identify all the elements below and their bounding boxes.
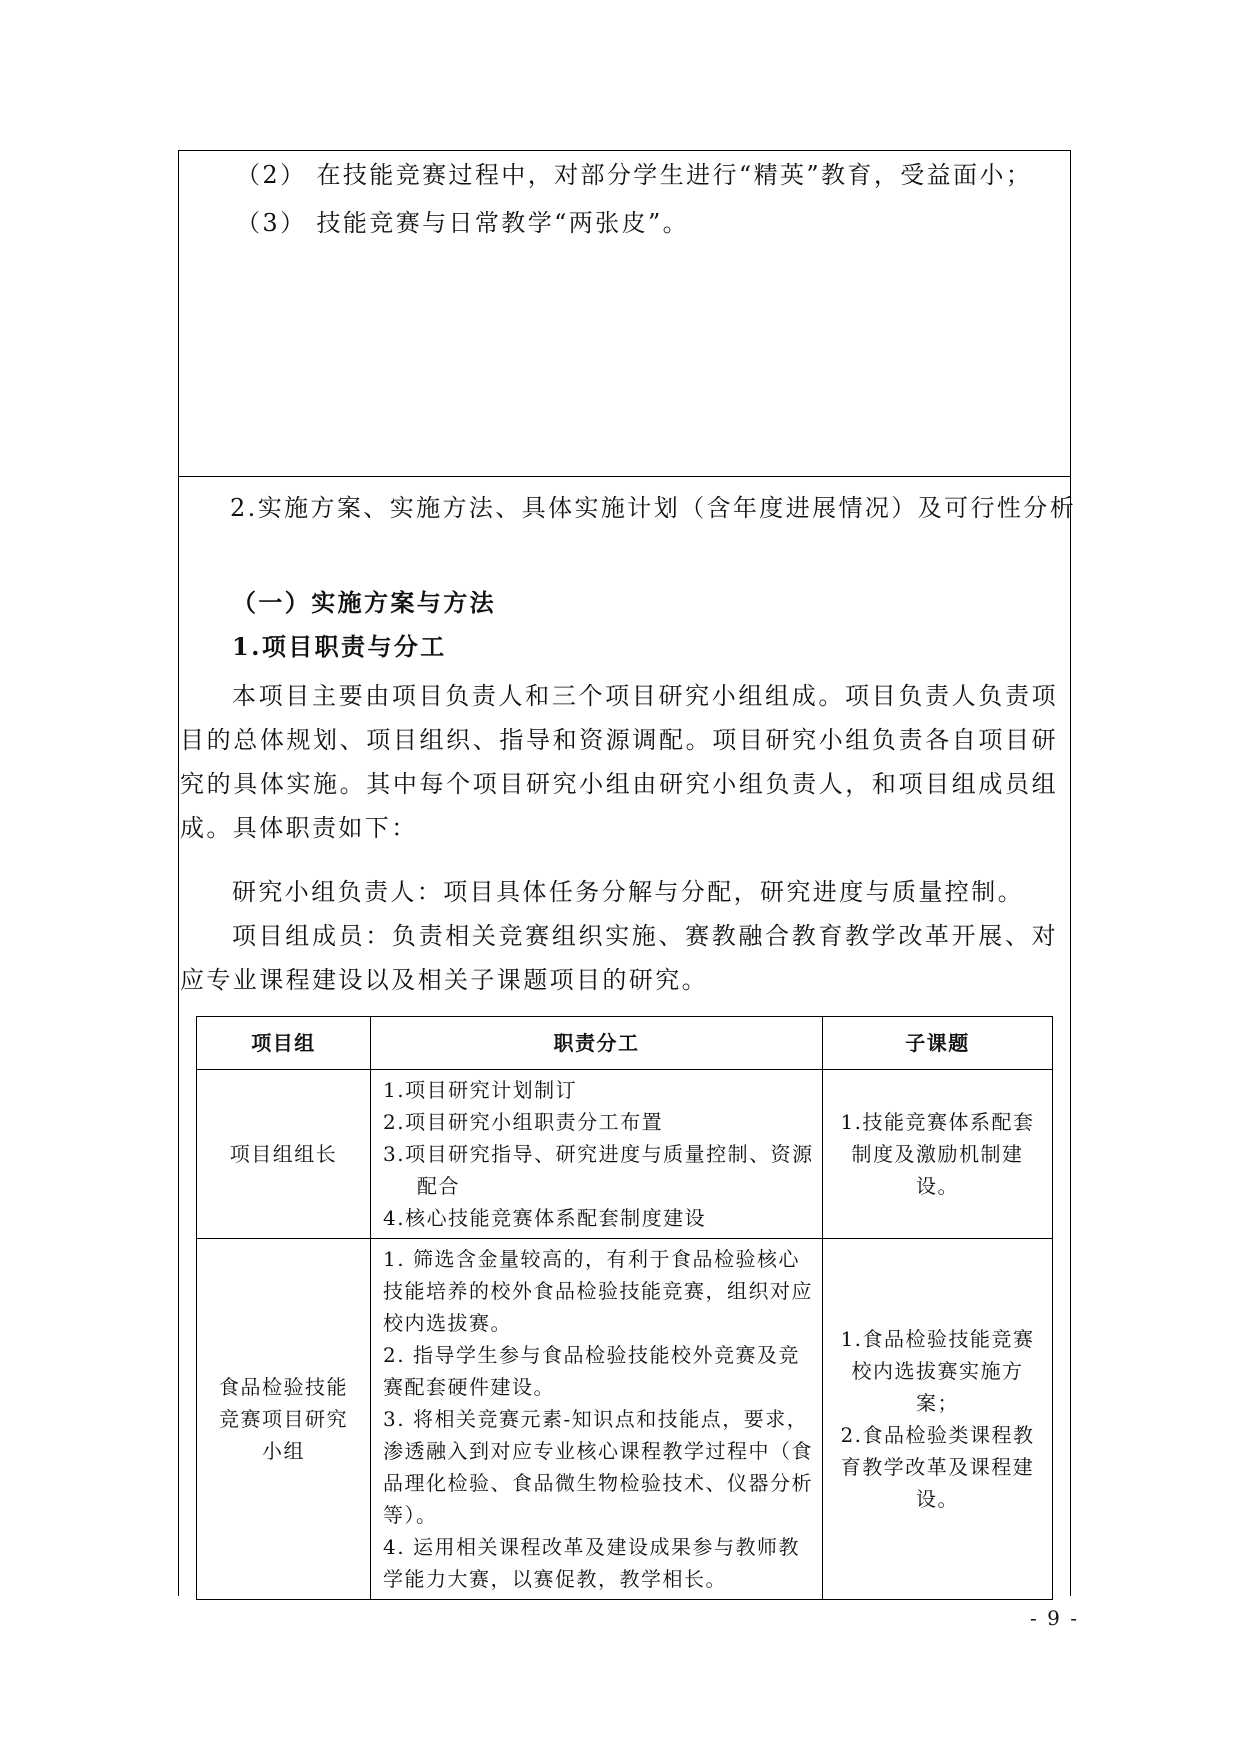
duties-cell — [371, 1070, 823, 1239]
subtopic-cell — [823, 1239, 1053, 1600]
duty-item: 4. 运用相关课程改革及建设成果参与教师教学能力大赛，以赛促教，教学相长。 — [383, 1535, 800, 1591]
duty-item: 3. 将相关竞赛元素-知识点和技能点，要求，渗透融入到对应专业核心课程教学过程中（食品理化检验、食品微生物检验技术、仪器分析等）。 — [383, 1407, 813, 1527]
duty-item: 2. 指导学生参与食品检验技能校外竞赛及竞赛配套硬件建设。 — [383, 1343, 800, 1399]
paragraph-group-member: 项目组成员：负责相关竞赛组织实施、赛教融合教育教学改革开展、对应专业课程建设以及相关子课题项目的研究。 — [180, 922, 1058, 994]
heading-responsibilities: 1.项目职责与分工 — [232, 632, 447, 661]
table-row — [197, 1070, 1053, 1239]
duty-item: 1.项目研究计划制订 — [383, 1078, 578, 1102]
duty-item: 1. 筛选含金量较高的，有利于食品检验核心技能培养的校外食品检验技能竞赛，组织对应校内选拔赛。 — [383, 1247, 813, 1335]
subtopic-cell: 1.技能竞赛体系配套制度及激励机制建设。 — [823, 1070, 1053, 1239]
paragraph-project-structure: 本项目主要由项目负责人和三个项目研究小组组成。项目负责人负责项目的总体规划、项目组织、指导和资源调配。项目研究小组负责各自项目研究的具体实施。其中每个项目研究小组由研究小组负责人，和项目组成员组成。具体职责如下： — [180, 682, 1058, 842]
problem-item-2: （2） 在技能竞赛过程中，对部分学生进行“精英”教育，受益面小； — [236, 161, 1033, 189]
table-header-row — [197, 1017, 1053, 1070]
responsibility-table — [196, 1016, 1053, 1600]
group-cell: 项目组组长 — [197, 1070, 371, 1239]
duty-item: 2.项目研究小组职责分工布置 — [383, 1110, 664, 1134]
subtopic-item: 2.食品检验类课程教育教学改革及课程建设。 — [840, 1423, 1035, 1511]
previous-section-box — [178, 150, 1071, 477]
section-title: 2.实施方案、实施方法、具体实施计划（含年度进展情况）及可行性分析 — [230, 494, 1077, 522]
duties-cell — [371, 1239, 823, 1600]
table-row — [197, 1239, 1053, 1600]
page-number: - 9 - — [1030, 1606, 1079, 1630]
duty-item: 3.项目研究指导、研究进度与质量控制、资源配合 — [383, 1142, 814, 1198]
header-project-group: 项目组 — [197, 1017, 371, 1070]
header-duties: 职责分工 — [371, 1017, 823, 1070]
subtopic-item: 1.食品检验技能竞赛校内选拔赛实施方案； — [840, 1327, 1035, 1415]
problem-item-3: （3） 技能竞赛与日常教学“两张皮”。 — [236, 209, 690, 237]
group-cell: 食品检验技能竞赛项目研究小组 — [197, 1239, 371, 1600]
duty-item: 4.核心技能竞赛体系配套制度建设 — [383, 1206, 707, 1230]
paragraph-group-leader: 研究小组负责人：项目具体任务分解与分配，研究进度与质量控制。 — [232, 878, 1024, 906]
heading-implementation-plan: （一）实施方案与方法 — [232, 588, 496, 617]
header-subtopic: 子课题 — [823, 1017, 1053, 1070]
